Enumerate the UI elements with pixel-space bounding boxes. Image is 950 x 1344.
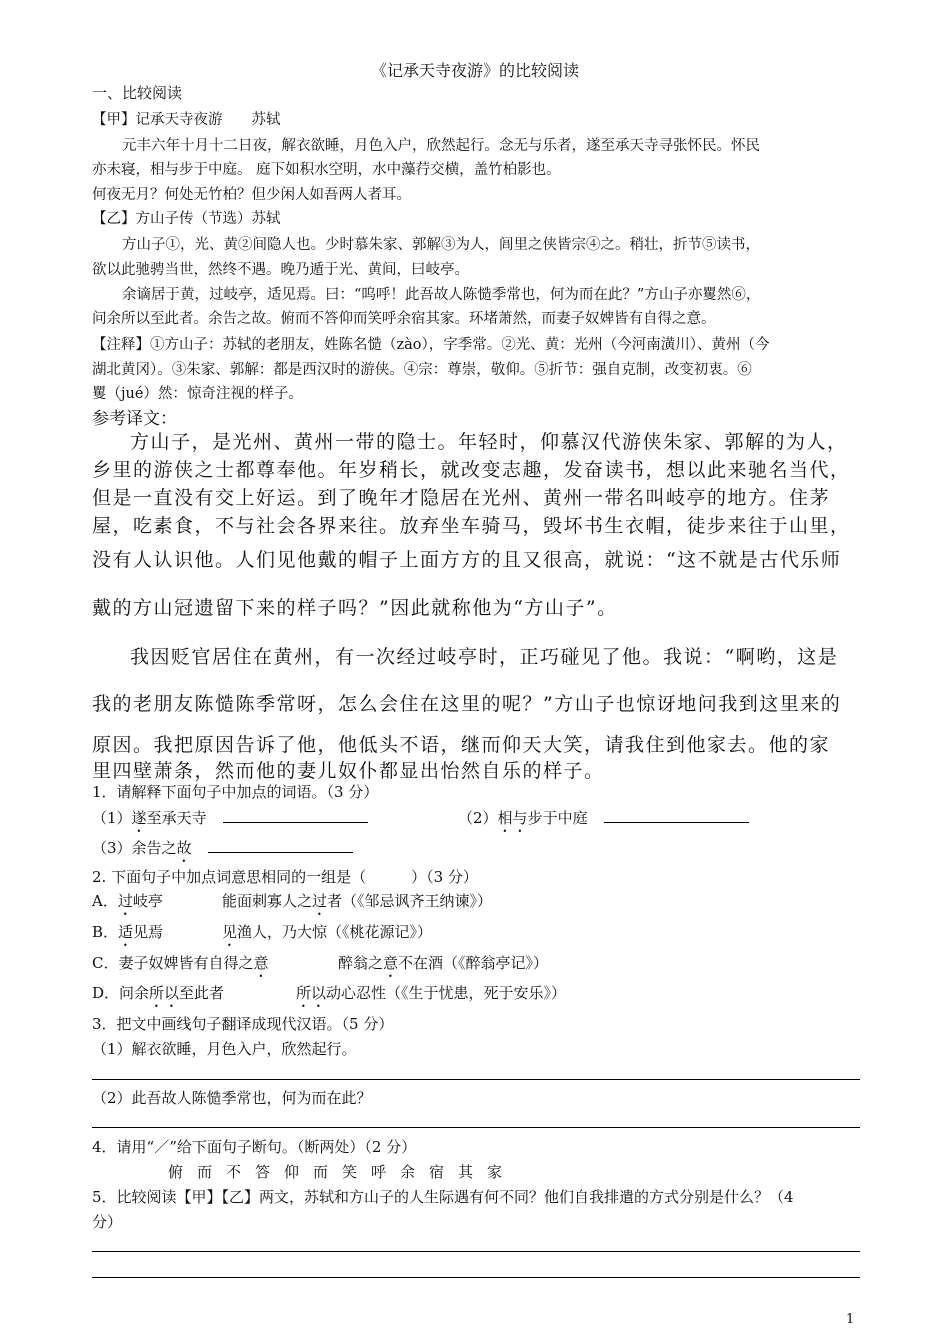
answer-blank[interactable] (604, 806, 749, 823)
answer-line[interactable] (92, 1251, 860, 1252)
question-1-stem: 1．请解释下面句子中加点的词语。（3 分） (92, 783, 379, 801)
question-4-sentence: 俯而不答仰而笑呼余宿其家 (168, 1163, 517, 1181)
question-2-stem: 2. 下面句子中加点词意思相同的一组是（ ）（3 分） (92, 868, 478, 886)
notes-line-2: 湖北黄冈）。③朱家、郭解：都是西汉时的游侠。④宗：尊崇，敬仰。⑤折节：强自克制，改变初衷。⑥ (92, 362, 752, 378)
question-1-item-3: （3）余告之故 (92, 836, 353, 866)
yi-line-3: 余谪居于黄，过岐亭，适见焉。曰：“呜呼！此吾故人陈慥季常也，何为而在此？”方山子亦矍然⑥， (122, 287, 761, 303)
section-heading: 一、比较阅读 (92, 84, 183, 102)
translation-line-10: 里四壁萧条，然而他的妻儿奴仆都显出怡然自乐的样子。 (92, 760, 605, 782)
answer-line[interactable] (92, 1079, 860, 1080)
yi-line-4: 问余所以至此者。余告之故。俯而不答仰而笑呼余宿其家。环堵萧然，而妻子奴婢皆有自得之意。 (92, 311, 716, 327)
yi-heading: 【乙】方山子传（节选）苏轼 (92, 211, 281, 227)
yi-line-2: 欲以此驰骋当世，然终不遇。晚乃遁于光、黄间，曰岐亭。 (92, 262, 469, 278)
question-1-item-1: （1）遂至承天寺 (92, 806, 368, 836)
translation-line-1: 方山子，是光州、黄州一带的隐士。年轻时，仰慕汉代游侠朱家、郭解的为人， (130, 431, 848, 453)
translation-line-9: 原因。我把原因告诉了他，他低头不语，继而仰天大笑，请我住到他家去。他的家 (92, 734, 831, 756)
option-d-left: D．问余所以至此者 (92, 984, 225, 1002)
answer-blank[interactable] (208, 836, 353, 853)
question-5-line-2: 分） (92, 1213, 123, 1231)
question-4-stem: 4．请用“／”给下面句子断句。（断两处）（2 分） (92, 1138, 417, 1156)
option-b-right: 见渔人，乃大惊（《桃花源记》） (222, 923, 433, 941)
option-c-right: 醉翁之意不在酒（《醉翁亭记》） (338, 954, 549, 972)
translation-line-4: 屋，吃素食，不与社会各界来往。放弃坐车骑马，毁坏书生衣帽，徒步来往于山里， (92, 515, 851, 537)
question-3-sentence-1: （1）解衣欲睡，月色入户，欣然起行。 (92, 1040, 357, 1058)
option-d-right: 所以动心忍性（《生于忧患，死于安乐》） (296, 984, 567, 1002)
question-3-sentence-2: （2）此吾故人陈慥季常也，何为而在此？ (92, 1089, 372, 1107)
notes-line-1: 【注释】①方山子：苏轼的老朋友，姓陈名慥（zào），字季常。②光、黄：光州（今河南潢川）、黄州（今 (92, 337, 770, 353)
translation-line-8: 我的老朋友陈慥陈季常呀，怎么会住在这里的呢？”方山子也惊讶地问我到这里来的 (92, 693, 842, 715)
page-title: 《记承天寺夜游》的比较阅读 (370, 61, 579, 80)
answer-line[interactable] (92, 1127, 860, 1128)
translation-line-7: 我因贬官居住在黄州，有一次经过岐亭时，正巧碰见了他。我说：“啊哟，这是 (130, 646, 839, 668)
jia-line-3: 何夜无月？何处无竹柏？但少闲人如吾两人者耳。 (92, 187, 411, 203)
question-1-item-2: （2）相与步于中庭 (458, 806, 749, 836)
jia-heading: 【甲】记承天寺夜游 苏轼 (92, 112, 281, 128)
translation-line-2: 乡里的游侠之士都尊奉他。年岁稍长，就改变志趣，发奋读书，想以此来驰名当代， (92, 459, 851, 481)
option-b-left: B．适见焉 (92, 923, 164, 941)
translation-line-3: 但是一直没有交上好运。到了晚年才隐居在光州、黄州一带名叫岐亭的地方。住茅 (92, 487, 831, 509)
translation-line-5: 没有人认识他。人们见他戴的帽子上面方方的且又很高，就说：“这不就是古代乐师 (92, 549, 842, 571)
option-a-right: 能面刺寡人之过者（《邹忌讽齐王纳谏》） (222, 892, 493, 910)
translation-line-6: 戴的方山冠遗留下来的样子吗？”因此就称他为“方山子”。 (92, 597, 618, 619)
answer-line[interactable] (92, 1277, 860, 1278)
reference-label: 参考译文： (92, 409, 177, 429)
option-c-left: C．妻子奴婢皆有自得之意 (92, 954, 269, 972)
notes-line-3: 矍（jué）然：惊奇注视的样子。 (92, 386, 303, 402)
answer-blank[interactable] (223, 806, 368, 823)
page-number: 1 (846, 1312, 855, 1327)
question-5-line-1: 5．比较阅读【甲】【乙】两文，苏轼和方山子的人生际遇有何不同？他们自我排遣的方式分别是什么？（4 (92, 1188, 794, 1206)
question-3-stem: 3．把文中画线句子翻译成现代汉语。（5 分） (92, 1015, 394, 1033)
jia-line-2: 亦未寝，相与步于中庭。 庭下如积水空明，水中藻荇交横，盖竹柏影也。 (92, 162, 561, 178)
yi-line-1: 方山子①，光、黄②间隐人也。少时慕朱家、郭解③为人，闾里之侠皆宗④之。稍壮，折节⑤读书， (122, 237, 760, 253)
jia-line-1: 元丰六年十月十二日夜，解衣欲睡，月色入户，欣然起行。念无与乐者，遂至承天寺寻张怀民。怀民 (122, 138, 760, 154)
option-a-left: A．过岐亭 (92, 892, 163, 910)
